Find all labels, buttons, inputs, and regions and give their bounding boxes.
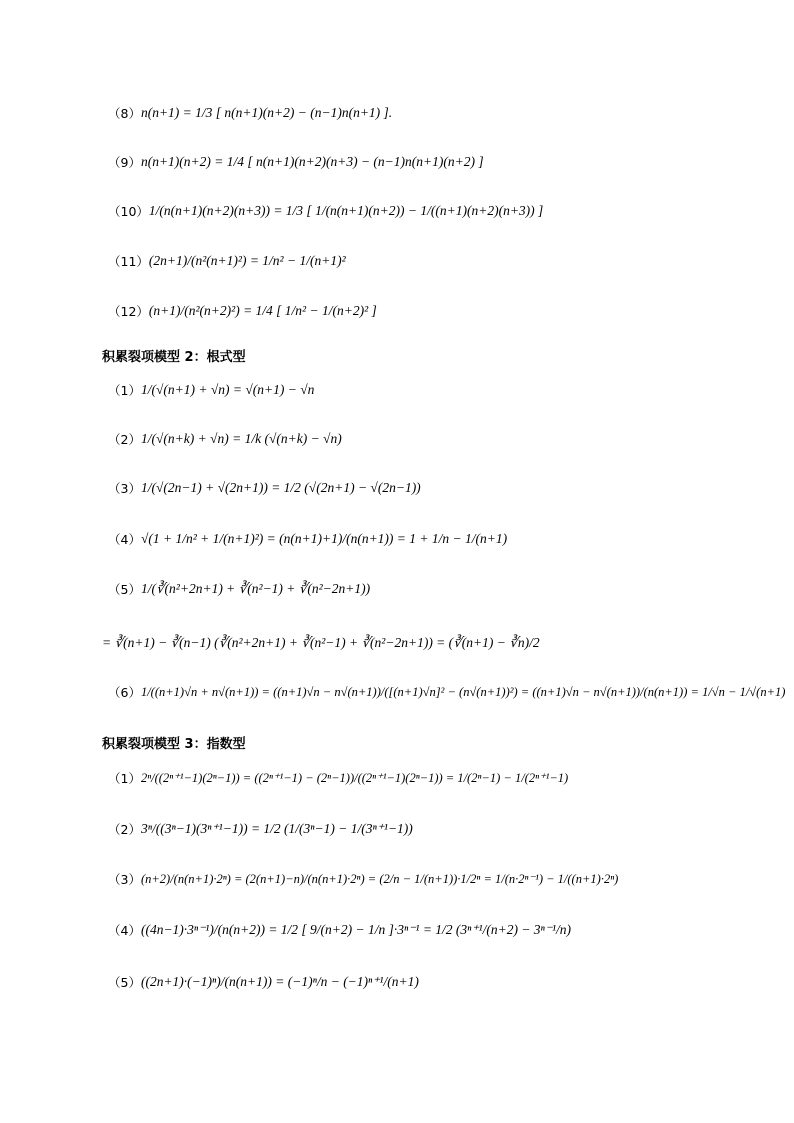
radical-row-1	[108, 375, 314, 405]
formula-text: (2n+1)/(n²(n+1)²) = 1/n² − 1/(n+1)²	[148, 253, 346, 268]
formula-row-9	[108, 147, 484, 177]
formula-text: ((4n−1)·3ⁿ⁻¹)/(n(n+2)) = 1/2 [ 9/(n+2) − 1/n ]·3ⁿ⁻¹ = 1/2 (3ⁿ⁺¹/(n+2) − 3ⁿ⁻¹/n)	[140, 922, 571, 937]
section-heading-radical: 积累裂项模型 2：根式型	[102, 350, 246, 365]
formula-number: （12）	[108, 304, 149, 319]
formula-text: 1/(√(n+1) + √n) = √(n+1) − √n	[140, 382, 315, 397]
formula-number: （1）	[108, 771, 141, 786]
formula-number: （8）	[108, 106, 141, 121]
radical-row-4	[108, 524, 507, 554]
formula-number: （5）	[108, 975, 141, 990]
radical-row-3	[108, 473, 421, 503]
formula-row-10	[108, 196, 543, 226]
exponential-row-3	[108, 864, 618, 894]
formula-text: 1/(√(2n−1) + √(2n+1)) = 1/2 (√(2n+1) − √(2n−1))	[140, 480, 421, 495]
formula-text: 3ⁿ/((3ⁿ−1)(3ⁿ⁺¹−1)) = 1/2 (1/(3ⁿ−1) − 1/(3ⁿ⁺¹−1))	[140, 821, 413, 836]
formula-text: ((2n+1)·(−1)ⁿ)/(n(n+1)) = (−1)ⁿ/n − (−1)ⁿ⁺¹/(n+1)	[140, 974, 419, 989]
formula-row-8	[108, 98, 392, 128]
formula-number: （3）	[108, 481, 141, 496]
radical-row-6	[108, 677, 785, 707]
formula-row-11	[108, 246, 346, 276]
formula-text: √(1 + 1/n² + 1/(n+1)²) = (n(n+1)+1)/(n(n+1)) = 1 + 1/n − 1/(n+1)	[140, 531, 508, 546]
formula-number: （3）	[108, 872, 141, 887]
section-heading-exponential: 积累裂项模型 3：指数型	[102, 737, 246, 752]
exponential-row-2	[108, 814, 413, 844]
radical-row-5-continuation	[102, 628, 540, 658]
formula-text: 1/(∛(n²+2n+1) + ∛(n²−1) + ∛(n²−2n+1))	[140, 581, 371, 596]
formula-text: n(n+1)(n+2) = 1/4 [ n(n+1)(n+2)(n+3) − (n−1)n(n+1)(n+2) ]	[140, 154, 484, 169]
exponential-row-4	[108, 915, 571, 945]
formula-number: （1）	[108, 383, 141, 398]
formula-number: （10）	[108, 204, 149, 219]
formula-text: 2ⁿ/((2ⁿ⁺¹−1)(2ⁿ−1)) = ((2ⁿ⁺¹−1) − (2ⁿ−1))/((2ⁿ⁺¹−1)(2ⁿ−1)) = 1/(2ⁿ−1) − 1/(2ⁿ⁺¹−1)	[140, 771, 569, 785]
radical-row-5	[108, 574, 370, 604]
radical-row-2	[108, 424, 342, 454]
formula-text: (n+1)/(n²(n+2)²) = 1/4 [ 1/n² − 1/(n+2)² ]	[148, 303, 377, 318]
formula-number: （5）	[108, 582, 141, 597]
formula-number: （4）	[108, 923, 141, 938]
formula-text: n(n+1) = 1/3 [ n(n+1)(n+2) − (n−1)n(n+1) ].	[140, 105, 393, 120]
formula-number: （6）	[108, 685, 141, 700]
formula-number: （9）	[108, 155, 141, 170]
formula-row-12	[108, 296, 377, 326]
exponential-row-1	[108, 763, 568, 793]
formula-text: 1/(n(n+1)(n+2)(n+3)) = 1/3 [ 1/(n(n+1)(n+2)) − 1/((n+1)(n+2)(n+3)) ]	[148, 203, 544, 218]
formula-number: （2）	[108, 432, 141, 447]
formula-number: （11）	[108, 254, 149, 269]
formula-text: 1/((n+1)√n + n√(n+1)) = ((n+1)√n − n√(n+1))/([(n+1)√n]² − (n√(n+1))²) = ((n+1)√n − n√(n+1))/(n(n+1)) = 1/√n − 1/√(n+1)	[140, 684, 786, 699]
formula-text: (n+2)/(n(n+1)·2ⁿ) = (2(n+1)−n)/(n(n+1)·2ⁿ) = (2/n − 1/(n+1))·1/2ⁿ = 1/(n·2ⁿ⁻¹) − 1/((n+1)·2ⁿ)	[140, 872, 619, 886]
formula-text: 1/(√(n+k) + √n) = 1/k (√(n+k) − √n)	[140, 431, 342, 446]
formula-number: （2）	[108, 822, 141, 837]
formula-number: （4）	[108, 532, 141, 547]
formula-text: = ∛(n+1) − ∛(n−1) (∛(n²+2n+1) + ∛(n²−1) + ∛(n²−2n+1)) = (∛(n+1) − ∛n)/2	[102, 635, 540, 650]
exponential-row-5	[108, 967, 419, 997]
